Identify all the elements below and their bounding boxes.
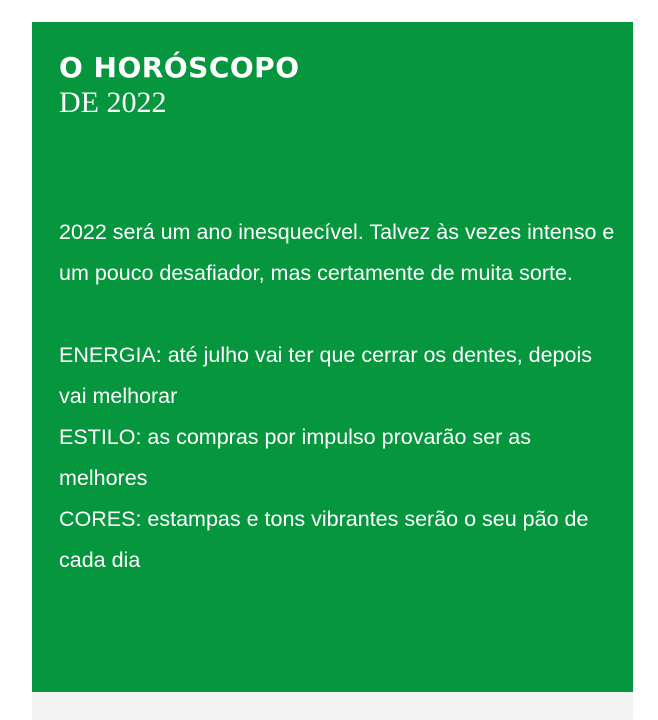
- horoscope-card: [32, 22, 633, 692]
- card-subtitle: DE 2022: [59, 86, 167, 119]
- paragraph-spacer: [59, 294, 619, 335]
- intro-paragraph: 2022 será um ano inesquecível. Talvez às vezes intenso e um pouco desafiador, mas certamente de muita sorte.: [59, 220, 615, 285]
- estilo-line: ESTILO: as compras por impulso provarão ser as melhores: [59, 425, 531, 490]
- cores-line: CORES: estampas e tons vibrantes serão o seu pão de cada dia: [59, 507, 589, 572]
- next-section-edge: [32, 692, 633, 720]
- card-body: [59, 212, 619, 581]
- card-title: O HORÓSCOPO: [59, 51, 300, 84]
- energia-line: ENERGIA: até julho vai ter que cerrar os dentes, depois vai melhorar: [59, 343, 592, 408]
